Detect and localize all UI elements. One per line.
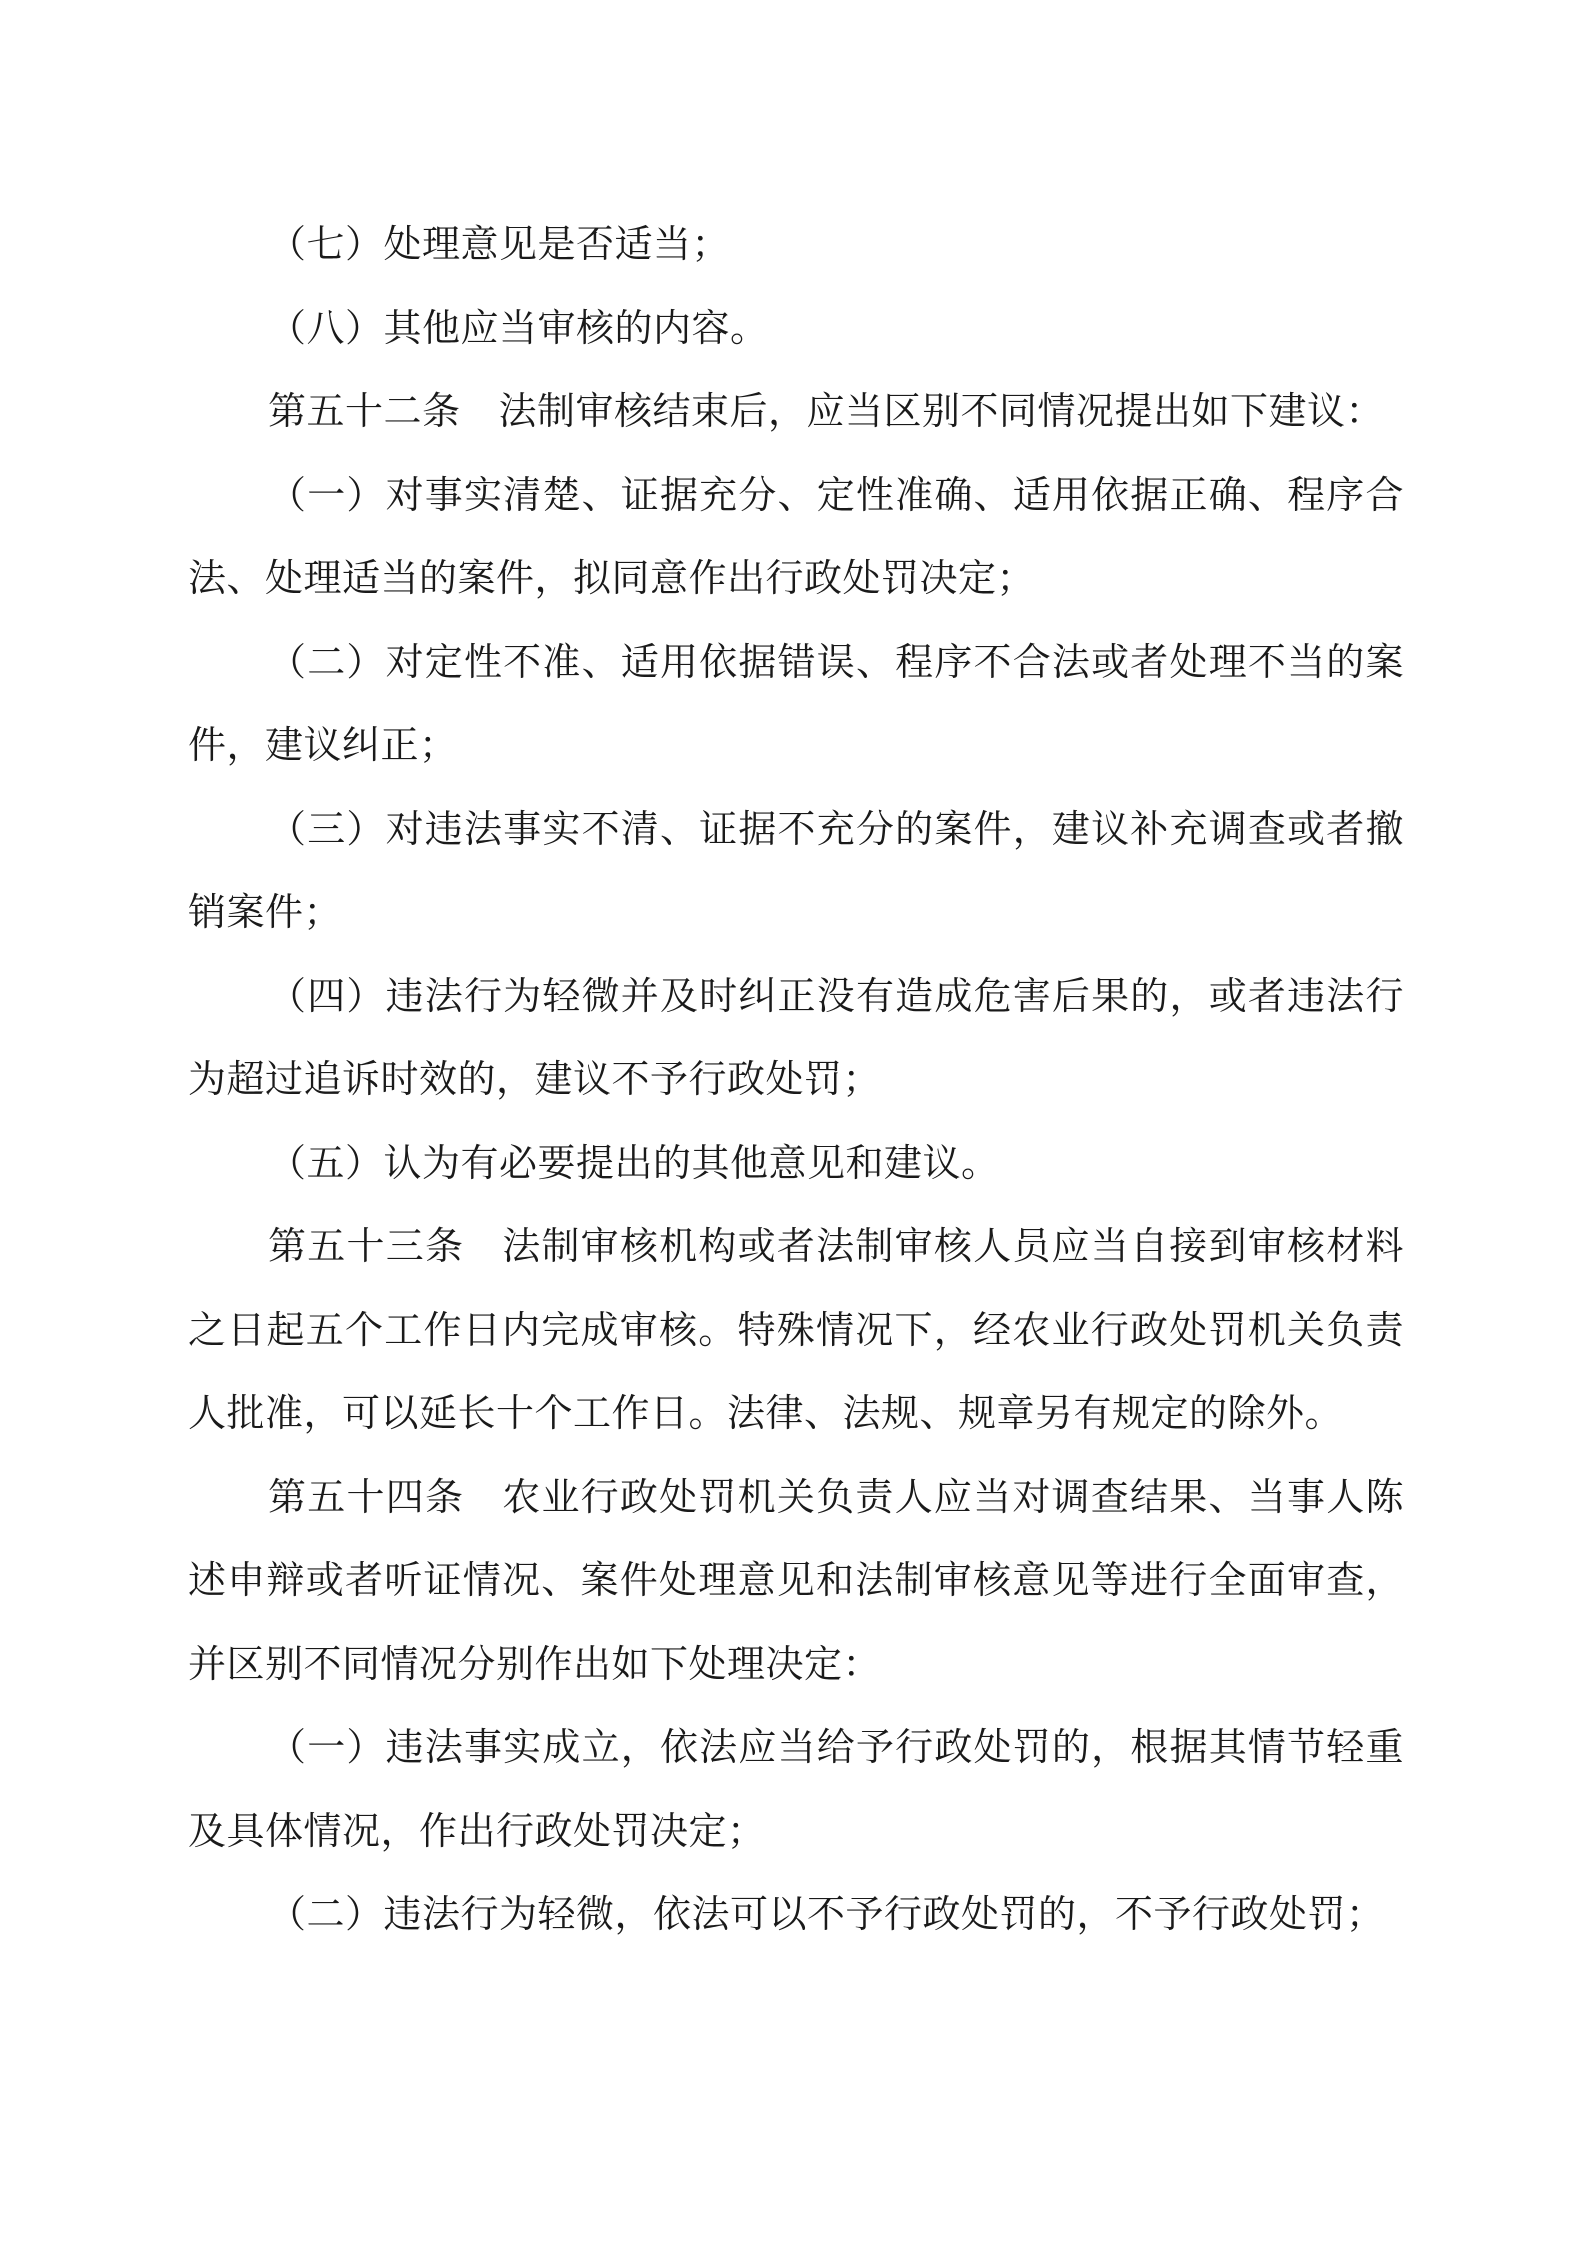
paragraph-text: （五）认为有必要提出的其他意见和建议。 [268, 1140, 1000, 1185]
paragraph-text: （一）对事实清楚、证据充分、定性准确、适用依据正确、程序合法、处理适当的案件，拟同意作出行政处罚决定； [188, 472, 1404, 600]
article-number: 第五十二条 [268, 389, 461, 433]
paragraph-item-8 [188, 287, 1404, 371]
document-body [188, 203, 1404, 1957]
article-number: 第五十四条 [268, 1474, 465, 1519]
paragraph-text: 法制审核机构或者法制审核人员应当自接到审核材料之日起五个工作日内完成审核。特殊情况下，经农业行政处罚机关负责人批准，可以延长十个工作日。法律、法规、规章另有规定的除外。 [188, 1224, 1404, 1435]
article-52-item-4 [188, 955, 1404, 1122]
paragraph-text: 农业行政处罚机关负责人应当对调查结果、当事人陈述申辩或者听证情况、案件处理意见和法制审核意见等进行全面审查，并区别不同情况分别作出如下处理决定： [188, 1474, 1404, 1686]
article-number: 第五十三条 [268, 1224, 465, 1268]
paragraph-item-7 [188, 203, 1404, 287]
paragraph-text: （七）处理意见是否适当； [268, 222, 731, 266]
paragraph-text: （八）其他应当审核的内容。 [268, 305, 769, 350]
paragraph-text: （三）对违法事实不清、证据不充分的案件，建议补充调查或者撤销案件； [188, 806, 1404, 934]
article-54-item-1 [188, 1706, 1404, 1873]
article-52-item-5 [188, 1122, 1404, 1206]
article-52-item-3 [188, 788, 1404, 955]
article-54 [188, 1456, 1404, 1707]
article-52 [188, 370, 1404, 454]
article-54-item-2 [188, 1873, 1404, 1957]
paragraph-text: （四）违法行为轻微并及时纠正没有造成危害后果的，或者违法行为超过追诉时效的，建议不予行政处罚； [188, 973, 1404, 1101]
paragraph-text: 法制审核结束后，应当区别不同情况提出如下建议： [498, 389, 1385, 433]
article-52-item-2 [188, 621, 1404, 788]
paragraph-text: （二）对定性不准、适用依据错误、程序不合法或者处理不当的案件，建议纠正； [188, 639, 1404, 767]
paragraph-text: （二）违法行为轻微，依法可以不予行政处罚的，不予行政处罚； [268, 1892, 1385, 1936]
article-52-item-1 [188, 454, 1404, 621]
paragraph-text: （一）违法事实成立，依法应当给予行政处罚的，根据其情节轻重及具体情况，作出行政处罚决定； [188, 1725, 1404, 1853]
article-53 [188, 1205, 1404, 1456]
